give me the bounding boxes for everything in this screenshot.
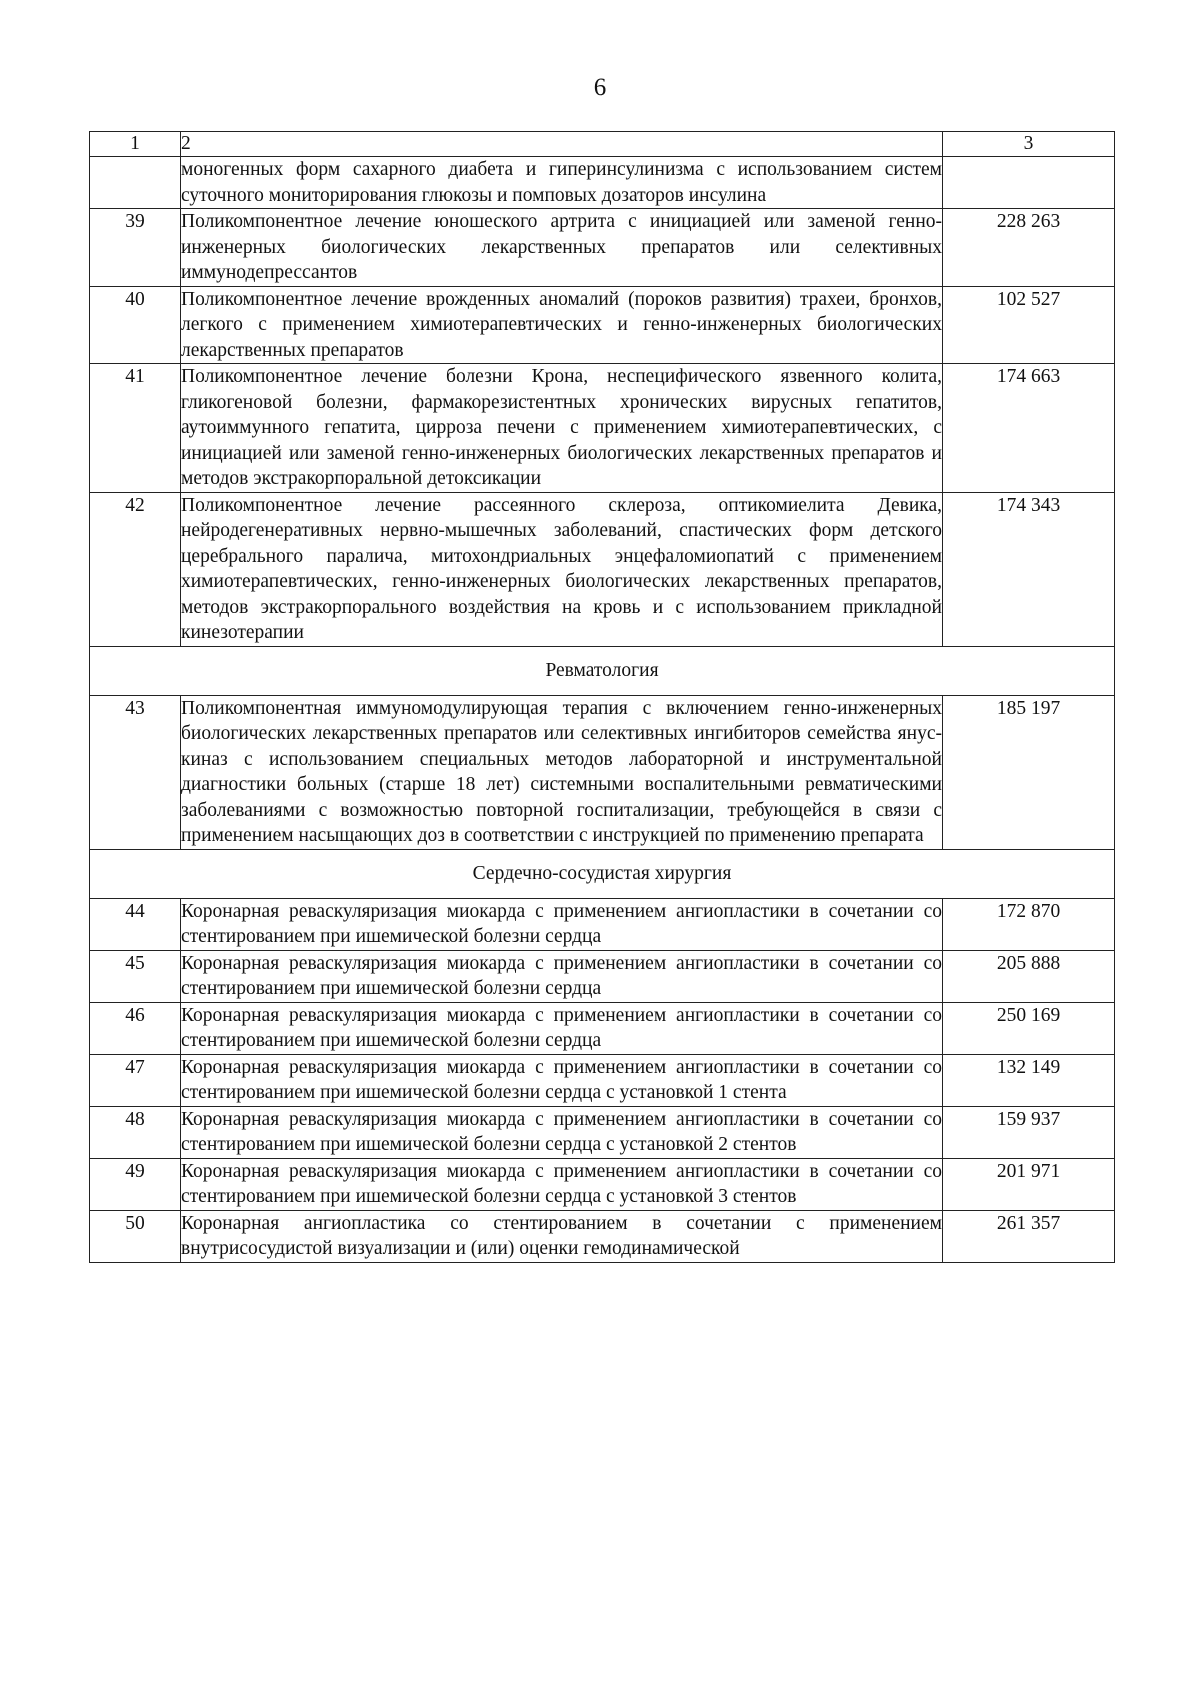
table-row	[90, 950, 1115, 1002]
row-number: 46	[90, 1002, 181, 1054]
row-tariff-value: 261 357	[943, 1210, 1115, 1262]
row-tariff-value: 205 888	[943, 950, 1115, 1002]
row-description: Поликомпонентное лечение врожденных аномалий (пороков развития) трахеи, бронхов, легкого с применением химиотерапевтических и генно-инженерных биологических лекарственных препаратов	[181, 286, 943, 364]
column-header-2: 2	[181, 132, 943, 157]
table-row	[90, 209, 1115, 287]
table-row	[90, 695, 1115, 849]
row-tariff-value: 174 663	[943, 364, 1115, 493]
row-number: 42	[90, 492, 181, 646]
row-tariff-value: 132 149	[943, 1054, 1115, 1106]
table-header-row	[90, 132, 1115, 157]
table-row	[90, 492, 1115, 646]
section-title: Сердечно-сосудистая хирургия	[90, 849, 1115, 898]
row-description: Поликомпонентная иммуномодулирующая терапия с включением генно-инженерных биологических лекарственных препаратов или селективных ингибиторов семейства янус-киназ с использованием специальных методов лабораторной и инструментальной диагностики больных (старше 18 лет) системными воспалительными ревматическими заболеваниями с возможностью повторной госпитализации, требующейся в связи с применением насыщающих доз в соответствии с инструкцией по применению препарата	[181, 695, 943, 849]
row-number: 50	[90, 1210, 181, 1262]
row-number: 48	[90, 1106, 181, 1158]
table-row	[90, 1158, 1115, 1210]
column-header-3: 3	[943, 132, 1115, 157]
row-tariff-value: 172 870	[943, 898, 1115, 950]
row-tariff-value: 185 197	[943, 695, 1115, 849]
row-description: Поликомпонентное лечение юношеского артрита с инициацией или заменой генно-инженерных биологических лекарственных препаратов или селективных иммунодепрессантов	[181, 209, 943, 287]
row-description: Коронарная реваскуляризация миокарда с применением ангиопластики в сочетании со стентированием при ишемической болезни сердца	[181, 1002, 943, 1054]
table-row	[90, 1210, 1115, 1262]
row-number: 43	[90, 695, 181, 849]
row-description: Коронарная реваскуляризация миокарда с применением ангиопластики в сочетании со стентированием при ишемической болезни сердца с установкой 1 стента	[181, 1054, 943, 1106]
row-tariff-value: 250 169	[943, 1002, 1115, 1054]
table-row	[90, 1002, 1115, 1054]
table-row	[90, 898, 1115, 950]
table-body	[90, 132, 1115, 1263]
row-description: Коронарная реваскуляризация миокарда с применением ангиопластики в сочетании со стентированием при ишемической болезни сердца	[181, 898, 943, 950]
section-title: Ревматология	[90, 646, 1115, 695]
row-number: 45	[90, 950, 181, 1002]
row-description: Коронарная реваскуляризация миокарда с применением ангиопластики в сочетании со стентированием при ишемической болезни сердца с установкой 3 стентов	[181, 1158, 943, 1210]
table-row	[90, 364, 1115, 493]
section-header-row	[90, 849, 1115, 898]
page-number: 6	[593, 74, 607, 101]
row-description: моногенных форм сахарного диабета и гиперинсулинизма с использованием систем суточного мониторирования глюкозы и помповых дозаторов инсулина	[181, 157, 943, 209]
tariff-table	[89, 131, 1115, 1263]
table-row	[90, 157, 1115, 209]
row-number: 44	[90, 898, 181, 950]
row-tariff-value	[943, 157, 1115, 209]
table-row	[90, 286, 1115, 364]
row-tariff-value: 228 263	[943, 209, 1115, 287]
row-description: Коронарная ангиопластика со стентированием в сочетании с применением внутрисосудистой визуализации и (или) оценки гемодинамической	[181, 1210, 943, 1262]
row-number: 47	[90, 1054, 181, 1106]
row-tariff-value: 159 937	[943, 1106, 1115, 1158]
section-header-row	[90, 646, 1115, 695]
column-header-1: 1	[90, 132, 181, 157]
row-tariff-value: 201 971	[943, 1158, 1115, 1210]
row-number: 49	[90, 1158, 181, 1210]
row-description: Коронарная реваскуляризация миокарда с применением ангиопластики в сочетании со стентированием при ишемической болезни сердца с установкой 2 стентов	[181, 1106, 943, 1158]
row-number	[90, 157, 181, 209]
row-description: Поликомпонентное лечение рассеянного склероза, оптикомиелита Девика, нейродегенеративных нервно-мышечных заболеваний, спастических форм детского церебрального паралича, митохондриальных энцефаломиопатий с применением химиотерапевтических, генно-инженерных биологических лекарственных препаратов, методов экстракорпорального воздействия на кровь и с использованием прикладной кинезотерапии	[181, 492, 943, 646]
row-tariff-value: 174 343	[943, 492, 1115, 646]
row-number: 40	[90, 286, 181, 364]
row-tariff-value: 102 527	[943, 286, 1115, 364]
row-description: Коронарная реваскуляризация миокарда с применением ангиопластики в сочетании со стентированием при ишемической болезни сердца	[181, 950, 943, 1002]
table-row	[90, 1106, 1115, 1158]
row-number: 41	[90, 364, 181, 493]
table-row	[90, 1054, 1115, 1106]
row-description: Поликомпонентное лечение болезни Крона, неспецифического язвенного колита, гликогеновой болезни, фармакорезистентных хронических вирусных гепатитов, аутоиммунного гепатита, цирроза печени с применением химиотерапевтических, с инициацией или заменой генно-инженерных биологических лекарственных препаратов и методов экстракорпоральной детоксикации	[181, 364, 943, 493]
row-number: 39	[90, 209, 181, 287]
